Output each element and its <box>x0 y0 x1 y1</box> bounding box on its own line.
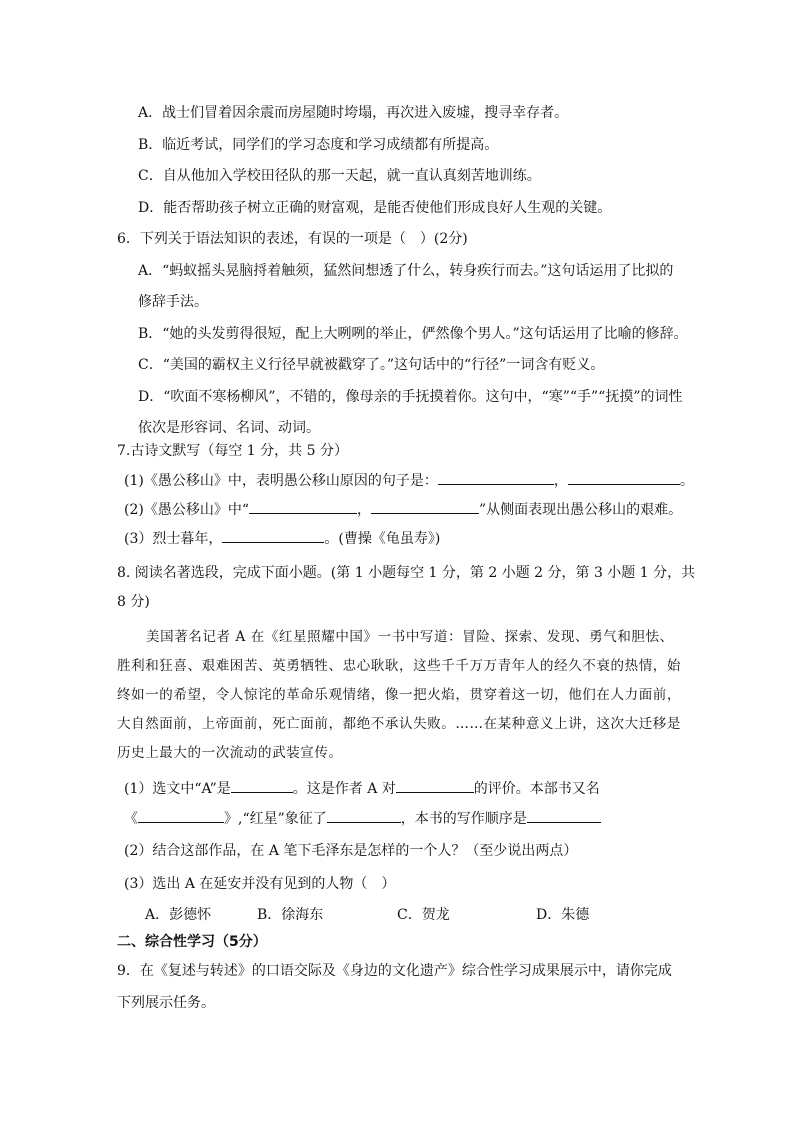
q6-option-d: D．“吹面不寒杨柳风”，不错的，像母亲的手抚摸着你。这句中，“寒”“手”“抚摸”的词性 <box>138 389 683 405</box>
q5-option-b: B．临近考试，同学们的学习态度和学习成绩都有所提高。 <box>138 137 499 153</box>
q7-item-2 <box>124 499 682 520</box>
q6-option-a: A．“蚂蚁摇头晃脑捋着触须，猛然间想透了什么，转身疾行而去。”这句话运用了比拟的 <box>138 263 674 279</box>
q8-sub-1-cont <box>124 808 601 829</box>
q6-option-c: C．“美国的霸权主义行径早就被戳穿了。”这句话中的“行径”一词含有贬义。 <box>138 357 605 373</box>
answer-blank[interactable] <box>222 528 324 543</box>
passage-line-2: 胜利和狂喜、艰难困苦、英勇牺牲、忠心耿耿，这些千千万万青年人的经久不衰的热情，始 <box>117 658 681 674</box>
answer-blank[interactable] <box>438 470 554 485</box>
q7-item-1 <box>124 470 694 491</box>
q7-item-1-comma: ， <box>553 473 568 489</box>
q7-item-3 <box>124 528 440 549</box>
q8-choice-d: D．朱德 <box>536 907 590 923</box>
q7-item-3-end: 。(曹操《龟虽寿》) <box>324 531 441 547</box>
passage-line-1: 美国著名记者 A 在《红星照耀中国》一书中写道：冒险、探索、发现、勇气和胆怯、 <box>146 629 674 645</box>
q8-sub-1 <box>124 778 600 799</box>
q8-choice-c: C．贺龙 <box>397 907 450 923</box>
q8-stem-cont: 8 分) <box>117 594 150 610</box>
q8-choice-a: A．彭德怀 <box>145 907 212 923</box>
q5-option-d: D．能否帮助孩子树立正确的财富观，是能否使他们形成良好人生观的关键。 <box>138 200 612 216</box>
answer-blank[interactable] <box>138 808 224 823</box>
answer-blank[interactable] <box>249 499 357 514</box>
q6-option-d-cont: 依次是形容词、名词、动词。 <box>138 420 320 436</box>
q5-option-c: C．自从他加入学校田径队的那一天起，就一直认真刻苦地训练。 <box>138 168 541 184</box>
answer-blank[interactable] <box>527 808 601 823</box>
q7-item-3-text: (3）烈士暮年， <box>124 531 223 547</box>
q7-item-2-text: (2)《愚公移山》中“ <box>124 502 249 518</box>
answer-blank[interactable] <box>327 808 401 823</box>
q7-item-2-comma: ， <box>357 502 371 518</box>
q5-option-a: A．战士们冒着因余震而房屋随时垮塌，再次进入废墟，搜寻幸存者。 <box>138 105 569 121</box>
q7-stem: 7.古诗文默写（每空 1 分，共 5 分） <box>117 443 348 459</box>
q7-item-2-end: ”从侧面表现出愚公移山的艰难。 <box>479 502 683 518</box>
passage-line-5: 历史上最大的一次流动的武装宣传。 <box>117 745 343 761</box>
q8-sub-1-text6: ，本书的写作顺序是 <box>400 811 527 827</box>
q9-stem: 9．在《复述与转述》的口语交际及《身边的文化遗产》综合性学习成果展示中，请你完成 <box>117 963 672 979</box>
q6-option-a-cont: 修辞手法。 <box>138 294 208 310</box>
answer-blank[interactable] <box>396 778 474 793</box>
q8-sub-1-text5: 》,“红星”象征了 <box>224 811 327 827</box>
q7-item-1-end: 。 <box>679 473 694 489</box>
passage-line-4: 大自然面前，上帝面前，死亡面前，都绝不承认失败。……在某种意义上讲，这次大迁移是 <box>117 716 681 732</box>
answer-blank[interactable] <box>231 778 293 793</box>
q7-item-1-text: (1)《愚公移山》中，表明愚公移山原因的句子是： <box>124 473 438 489</box>
answer-blank[interactable] <box>371 499 479 514</box>
q8-sub-1-text4: 《 <box>124 811 138 827</box>
q6-stem: 6．下列关于语法知识的表述，有误的一项是（ ）(2分) <box>117 231 468 247</box>
q8-choice-b: B．徐海东 <box>257 907 324 923</box>
q8-sub-1-text3: 的评价。本部书又名 <box>473 781 600 797</box>
answer-blank[interactable] <box>568 470 680 485</box>
q6-option-b: B．“她的头发剪得很短，配上大咧咧的举止，俨然像个男人。”这句话运用了比喻的修辞。 <box>138 326 688 342</box>
passage-line-3: 终如一的希望，令人惊诧的革命乐观情绪，像一把火焰，贯穿着这一切，他们在人力面前， <box>117 687 681 703</box>
q8-sub-3: (3）选出 A 在延安并没有见到的人物（ ） <box>124 876 396 892</box>
section-title: 二、综合性学习（5分） <box>117 934 267 950</box>
q8-sub-1-text2: 。这是作者 A 对 <box>292 781 396 797</box>
q8-sub-1-text: (1）选文中“A”是 <box>124 781 231 797</box>
q9-stem-cont: 下列展示任务。 <box>117 995 215 1011</box>
q8-stem: 8. 阅读名著选段，完成下面小题。(第 1 小题每空 1 分，第 2 小题 2 分，第 3 小题 1 分，共 <box>117 565 696 581</box>
q8-sub-2: (2）结合这部作品，在 A 笔下毛泽东是怎样的一个人？（至少说出两点） <box>124 843 578 859</box>
